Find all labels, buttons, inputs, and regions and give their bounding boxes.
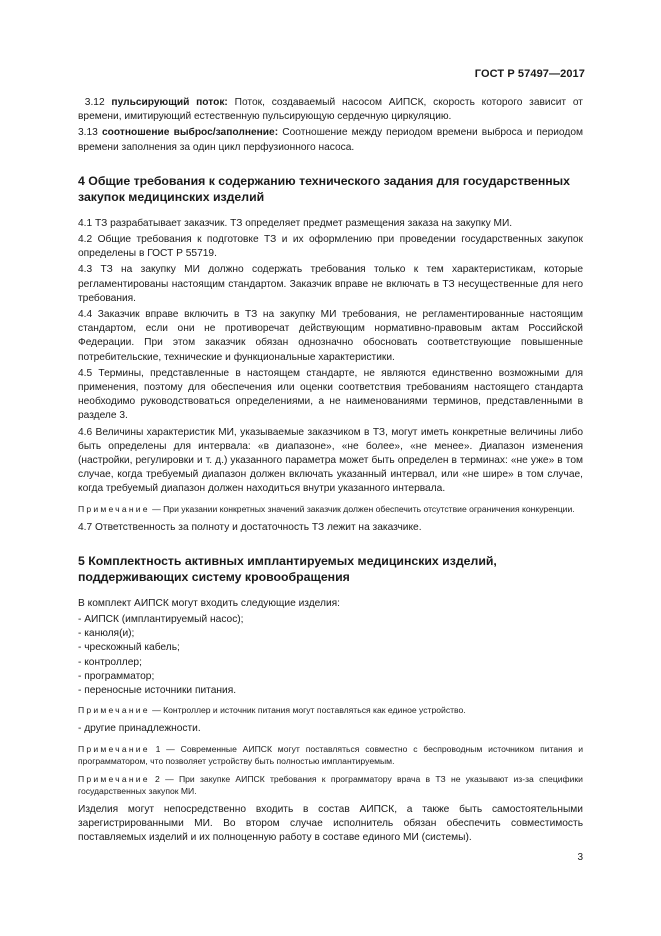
clause-term: соотношение выброс/заполнение: [101,127,279,139]
clause-text: Поток, создаваемый насосом АИПСК, скорость которого зависит от времени, имитирующий естественную пульсирующую сердечную циркуляцию. [78,97,583,123]
section-5-heading: 5 Комплектность активных имплантируемых медицинских изделий, поддерживающих систему кровообращения [78,553,497,584]
document-id: ГОСТ Р 57497—2017 [474,68,585,80]
page-number: 3 [577,852,583,863]
clause-4-4: 4.4 Заказчик вправе включить в ТЗ на закупку МИ требования, не регламентированные настоящим стандартом, если они не противоречат действующим нормативно-правовым актам Российской Федерации. При этом заказчик обязан однозначно обосновать соответствующие повышенные потребительские, технические и функциональные характеристики. [78,309,583,363]
note-text: 2 — При закупке АИПСК требования к программатору врача в ТЗ не указывают из-за специфики государственных закупок МИ. [78,773,583,796]
section-5-final: Изделия могут непосредственно входить в состав АИПСК, а также быть самостоятельными зарегистрированными МИ. Во втором случае исполнитель обязан обеспечить совместимость поставляемых изделий и их полноценную работу в составе единого МИ (системы). [78,803,583,843]
clause-number: 3.13 [78,127,98,139]
note-2 [78,773,583,797]
list-item: - программатор; [78,670,155,682]
clause-3-12 [78,96,583,124]
components-list [78,613,583,698]
clause-4-3: 4.3 ТЗ на закупку МИ должно содержать требования только к тем характеристикам, которые регламентированы настоящим стандартом. Заказчик вправе не включать в ТЗ несущественные для него требования. [78,264,583,304]
list-item-other: - другие принадлежности. [78,723,201,735]
clause-4-2: 4.2 Общие требования к подготовке ТЗ и их оформлению при проведении государственных закупок определены в ГОСТ Р 55719. [78,234,583,260]
note-text: — Контроллер и источник питания могут поставляться как единое устройство. [149,705,466,716]
clause-4-6: 4.6 Величины характеристик МИ, указываемые заказчиком в ТЗ, могут иметь конкретные величины либо быть определены для интервала: «в диапазоне», «не более», «не менее». Диапазон изменения (настройки, регулировки и т. д.) указанного параметра может быть определен в терминах: «не уже» в том случае, когда требуемый диапазон должен включать указанный интервал, или «не шире» в том случае, когда требуемый диапазон должен находиться внутри указанного интервала. [78,426,583,495]
clause-number: 3.12 [84,97,105,108]
clause-3-13 [78,126,583,154]
note-controller [78,704,583,716]
note-label: Примечание [78,773,150,784]
note-label: Примечание [78,743,150,754]
note-label: Примечание [78,705,150,716]
list-item: - канюля(и); [78,628,135,640]
list-item: - АИПСК (имплантируемый насос); [78,614,244,626]
note-label: Примечание [78,503,150,514]
clause-term: пульсирующий поток: [111,97,228,108]
clause-4-1: 4.1 ТЗ разрабатывает заказчик. ТЗ определяет предмет размещения заказа на закупку МИ. [78,217,513,229]
clause-4-5: 4.5 Термины, представленные в настоящем стандарте, не являются единственно возможными для применения, поэтому для обеспечения или оценки соответствия требованиям настоящего стандарта необходимо руководствоваться определениями, а не наименованиями терминов, представленными в разделе 3. [78,367,583,422]
section-4-heading: 4 Общие требования к содержанию технического задания для государственных закупок медицинских изделий [78,173,571,204]
clause-text: Соотношение между периодом времени выброса и периодом времени заполнения за один цикл перфузионного насоса. [78,127,583,153]
note-text: — При указании конкретных значений заказчик должен обеспечить отсутствие ограничения конкуренции. [149,503,575,514]
note-4-6 [78,503,583,515]
clause-4-7: 4.7 Ответственность за полноту и достаточность ТЗ лежит на заказчике. [78,521,422,533]
section-5-intro: В комплект АИПСК могут входить следующие изделия: [78,597,340,609]
page-content [78,96,583,847]
list-item: - переносные источники питания. [78,685,237,697]
note-text: 1 — Современные АИПСК могут поставляться совместно с беспроводным источником питания и программатором, что позволяет устройству быть полностью имплантируемым. [78,743,583,766]
note-1 [78,743,583,767]
list-item: - контроллер; [78,656,142,668]
list-item: - чрескожный кабель; [78,642,180,654]
